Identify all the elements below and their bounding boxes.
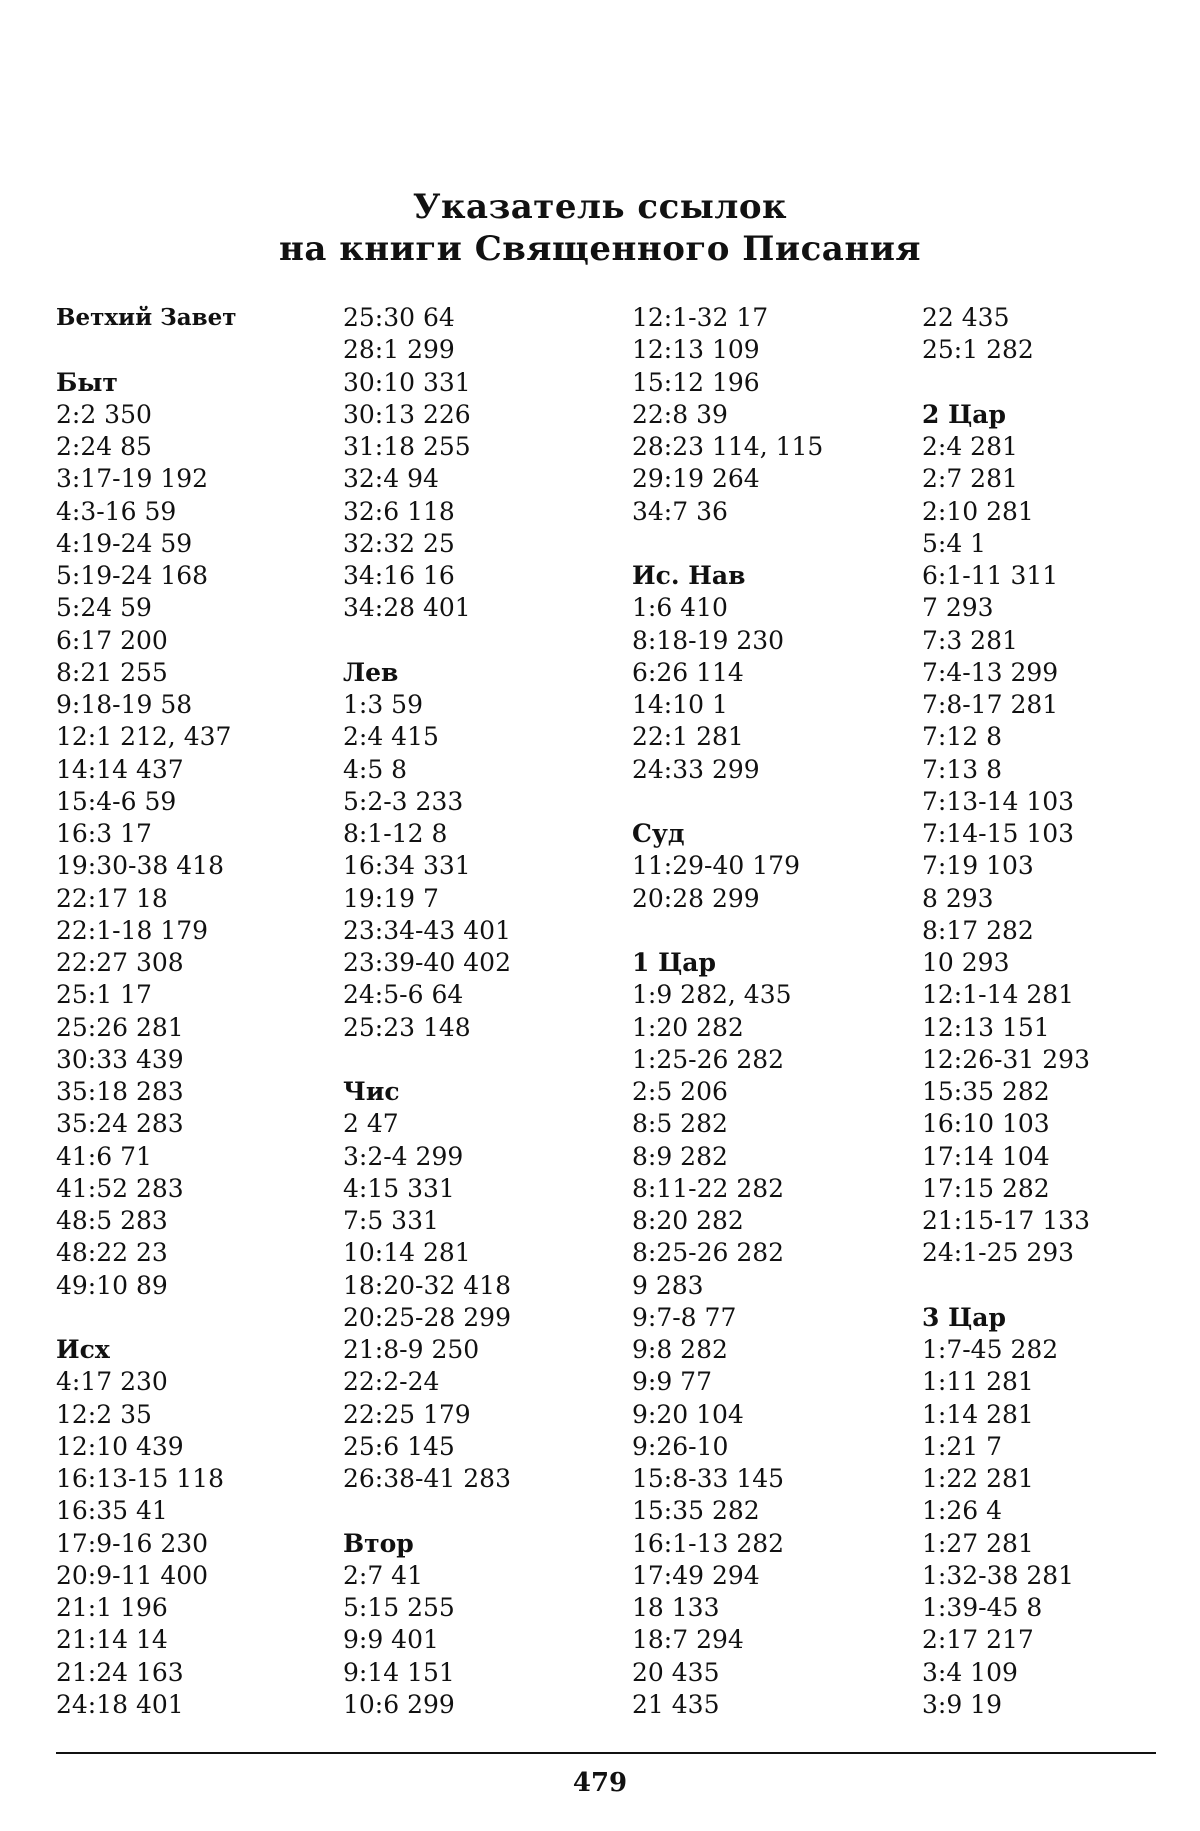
index-entry: 22:1 281 bbox=[632, 722, 744, 752]
index-entry: 9:26-10 bbox=[632, 1431, 729, 1461]
index-entry: 8:1-12 8 bbox=[343, 819, 448, 848]
index-entry: 20:25-28 299 bbox=[343, 1302, 511, 1332]
index-entry: 16:3 17 bbox=[56, 819, 152, 848]
index-entry: 16:35 41 bbox=[56, 1496, 168, 1526]
index-entry: 2:7 41 bbox=[343, 1560, 423, 1590]
index-entry: 7:4-13 299 bbox=[922, 657, 1059, 687]
index-entry: 15:35 282 bbox=[632, 1496, 760, 1526]
index-entry: 7 293 bbox=[922, 593, 994, 623]
index-entry: 34:28 401 bbox=[343, 593, 471, 623]
book-heading: Чис bbox=[343, 1077, 400, 1106]
index-entry: 7:5 331 bbox=[343, 1206, 439, 1235]
page-title-line-1: Указатель ссылок bbox=[412, 187, 788, 227]
index-entry: 17:14 104 bbox=[922, 1141, 1050, 1171]
index-entry: 9:18-19 58 bbox=[56, 690, 193, 719]
spacer bbox=[56, 1302, 346, 1334]
index-entry: 12:1-14 281 bbox=[922, 980, 1075, 1010]
index-entry: 2:24 85 bbox=[56, 432, 152, 461]
index-entry: 12:26-31 293 bbox=[922, 1044, 1090, 1074]
index-entry: 9 283 bbox=[632, 1270, 704, 1300]
index-entry: 4:17 230 bbox=[56, 1367, 168, 1397]
page-title bbox=[0, 186, 1200, 270]
index-entry: 6:1-11 311 bbox=[922, 561, 1059, 590]
spacer bbox=[343, 1495, 633, 1527]
index-entry: 7:13-14 103 bbox=[922, 786, 1075, 816]
index-entry: 25:23 148 bbox=[343, 1012, 471, 1042]
index-column-3 bbox=[632, 302, 922, 1721]
index-entry: 2:4 415 bbox=[343, 722, 439, 752]
index-entry: 7:8-17 281 bbox=[922, 690, 1059, 719]
index-entry: 3:2-4 299 bbox=[343, 1141, 464, 1171]
index-entry: 17:49 294 bbox=[632, 1560, 760, 1590]
book-heading: Ис. Нав bbox=[632, 561, 746, 590]
index-entry: 10:6 299 bbox=[343, 1689, 455, 1719]
index-entry: 12:2 35 bbox=[56, 1399, 152, 1429]
index-entry: 1:14 281 bbox=[922, 1399, 1034, 1429]
index-entry: 3:4 109 bbox=[922, 1657, 1018, 1687]
index-entry: 9:14 151 bbox=[343, 1657, 455, 1687]
index-entry: 1:26 4 bbox=[922, 1496, 1002, 1526]
index-entry: 15:12 196 bbox=[632, 367, 760, 397]
index-entry: 41:6 71 bbox=[56, 1141, 152, 1171]
index-entry: 16:10 103 bbox=[922, 1109, 1050, 1139]
index-entry: 11:29-40 179 bbox=[632, 851, 800, 881]
index-entry: 1:11 281 bbox=[922, 1367, 1034, 1397]
index-entry: 7:12 8 bbox=[922, 722, 1002, 752]
index-entry: 30:13 226 bbox=[343, 399, 471, 429]
index-entry: 17:15 282 bbox=[922, 1173, 1050, 1203]
index-entry: 21:15-17 133 bbox=[922, 1206, 1090, 1235]
index-entry: 10:14 281 bbox=[343, 1238, 471, 1268]
index-entry: 21:8-9 250 bbox=[343, 1335, 480, 1364]
index-entry: 18 133 bbox=[632, 1593, 720, 1622]
index-entry: 22:1-18 179 bbox=[56, 915, 209, 945]
index-entry: 1:7-45 282 bbox=[922, 1335, 1059, 1364]
index-entry: 15:8-33 145 bbox=[632, 1464, 785, 1493]
index-entry: 21 435 bbox=[632, 1689, 720, 1719]
index-entry: 24:18 401 bbox=[56, 1689, 184, 1719]
section-heading: Ветхий Завет bbox=[56, 304, 237, 331]
index-entry: 3:17-19 192 bbox=[56, 464, 209, 494]
index-entry: 32:32 25 bbox=[343, 528, 455, 558]
index-entry: 21:24 163 bbox=[56, 1657, 184, 1687]
index-entry: 21:1 196 bbox=[56, 1593, 168, 1622]
index-entry: 24:5-6 64 bbox=[343, 980, 464, 1010]
book-heading: Суд bbox=[632, 819, 685, 848]
index-entry: 8 293 bbox=[922, 883, 994, 913]
index-entry: 2:5 206 bbox=[632, 1077, 728, 1106]
index-entry: 1:9 282, 435 bbox=[632, 980, 792, 1010]
index-entry: 9:7-8 77 bbox=[632, 1302, 737, 1332]
index-entry: 22:27 308 bbox=[56, 948, 184, 977]
index-entry: 20 435 bbox=[632, 1657, 720, 1687]
index-entry: 1:6 410 bbox=[632, 593, 728, 623]
index-entry: 7:13 8 bbox=[922, 754, 1002, 784]
index-entry: 34:7 36 bbox=[632, 496, 728, 526]
spacer bbox=[343, 625, 633, 657]
index-entry: 29:19 264 bbox=[632, 464, 760, 494]
index-entry: 14:10 1 bbox=[632, 690, 728, 719]
index-entry: 22:25 179 bbox=[343, 1399, 471, 1429]
book-heading: Втор bbox=[343, 1528, 414, 1558]
index-entry: 5:4 1 bbox=[922, 528, 987, 558]
spacer bbox=[56, 334, 346, 366]
index-entry: 5:24 59 bbox=[56, 593, 152, 623]
spacer bbox=[632, 528, 922, 560]
index-entry: 22:17 18 bbox=[56, 883, 168, 913]
index-entry: 35:18 283 bbox=[56, 1077, 184, 1106]
index-entry: 2:2 350 bbox=[56, 399, 152, 429]
index-entry: 24:33 299 bbox=[632, 754, 760, 784]
index-entry: 6:26 114 bbox=[632, 657, 744, 687]
index-entry: 16:1-13 282 bbox=[632, 1528, 785, 1558]
index-entry: 4:15 331 bbox=[343, 1173, 455, 1203]
index-entry: 5:2-3 233 bbox=[343, 786, 464, 816]
index-entry: 14:14 437 bbox=[56, 754, 184, 784]
index-entry: 26:38-41 283 bbox=[343, 1464, 511, 1493]
book-heading: Исх bbox=[56, 1335, 110, 1364]
index-entry: 20:28 299 bbox=[632, 883, 760, 913]
index-entry: 3:9 19 bbox=[922, 1689, 1002, 1719]
index-entry: 6:17 200 bbox=[56, 625, 168, 655]
spacer bbox=[632, 786, 922, 818]
index-entry: 8:25-26 282 bbox=[632, 1238, 785, 1268]
index-entry: 12:13 151 bbox=[922, 1012, 1050, 1042]
index-entry: 32:4 94 bbox=[343, 464, 439, 494]
index-entry: 5:19-24 168 bbox=[56, 561, 209, 590]
index-entry: 8:20 282 bbox=[632, 1206, 744, 1235]
index-entry: 7:14-15 103 bbox=[922, 819, 1075, 848]
book-heading: 3 Цар bbox=[922, 1302, 1006, 1332]
index-entry: 1:27 281 bbox=[922, 1528, 1034, 1558]
index-entry: 25:6 145 bbox=[343, 1431, 455, 1461]
index-entry: 5:15 255 bbox=[343, 1593, 455, 1622]
index-entry: 8:17 282 bbox=[922, 915, 1034, 945]
index-entry: 8:5 282 bbox=[632, 1109, 728, 1139]
index-entry: 8:18-19 230 bbox=[632, 625, 785, 655]
index-entry: 8:9 282 bbox=[632, 1141, 728, 1171]
book-heading: Лев bbox=[343, 657, 399, 687]
index-entry: 25:30 64 bbox=[343, 303, 455, 332]
index-entry: 1:39-45 8 bbox=[922, 1593, 1043, 1622]
index-entry: 2:7 281 bbox=[922, 464, 1018, 494]
index-entry: 9:9 401 bbox=[343, 1625, 439, 1655]
index-entry: 15:4-6 59 bbox=[56, 786, 177, 816]
index-entry: 1:22 281 bbox=[922, 1464, 1034, 1493]
index-entry: 4:19-24 59 bbox=[56, 528, 193, 558]
index-entry: 30:10 331 bbox=[343, 367, 471, 397]
index-entry: 22 435 bbox=[922, 303, 1010, 332]
index-column-1 bbox=[56, 302, 346, 1721]
page-number: 479 bbox=[572, 1768, 628, 1798]
index-entry: 18:7 294 bbox=[632, 1625, 744, 1655]
index-entry: 8:21 255 bbox=[56, 657, 168, 687]
index-entry: 23:34-43 401 bbox=[343, 915, 511, 945]
index-entry: 23:39-40 402 bbox=[343, 948, 511, 977]
spacer bbox=[922, 367, 1200, 399]
index-entry: 12:1-32 17 bbox=[632, 303, 769, 332]
index-entry: 20:9-11 400 bbox=[56, 1560, 209, 1590]
index-entry: 2 47 bbox=[343, 1109, 399, 1139]
index-entry: 48:5 283 bbox=[56, 1206, 168, 1235]
index-entry: 41:52 283 bbox=[56, 1173, 184, 1203]
index-entry: 9:20 104 bbox=[632, 1399, 744, 1429]
index-entry: 35:24 283 bbox=[56, 1109, 184, 1139]
index-entry: 16:34 331 bbox=[343, 851, 471, 881]
index-entry: 1:25-26 282 bbox=[632, 1044, 785, 1074]
index-entry: 2:4 281 bbox=[922, 432, 1018, 461]
footer-rule bbox=[56, 1752, 1156, 1754]
index-entry: 34:16 16 bbox=[343, 561, 455, 590]
index-entry: 10 293 bbox=[922, 948, 1010, 977]
index-entry: 48:22 23 bbox=[56, 1238, 168, 1268]
index-entry: 4:3-16 59 bbox=[56, 496, 177, 526]
index-entry: 21:14 14 bbox=[56, 1625, 168, 1655]
index-entry: 24:1-25 293 bbox=[922, 1238, 1075, 1268]
index-entry: 9:8 282 bbox=[632, 1335, 728, 1364]
index-entry: 22:8 39 bbox=[632, 399, 728, 429]
index-entry: 7:19 103 bbox=[922, 851, 1034, 881]
index-entry: 8:11-22 282 bbox=[632, 1173, 785, 1203]
index-entry: 1:21 7 bbox=[922, 1431, 1002, 1461]
spacer bbox=[343, 1044, 633, 1076]
index-entry: 16:13-15 118 bbox=[56, 1464, 224, 1493]
index-entry: 22:2-24 bbox=[343, 1367, 440, 1397]
index-entry: 28:1 299 bbox=[343, 335, 455, 365]
index-entry: 1:3 59 bbox=[343, 690, 423, 719]
index-column-4 bbox=[922, 302, 1200, 1721]
index-entry: 17:9-16 230 bbox=[56, 1528, 209, 1558]
index-entry: 28:23 114, 115 bbox=[632, 432, 824, 461]
index-entry: 19:30-38 418 bbox=[56, 851, 224, 881]
index-entry: 1:32-38 281 bbox=[922, 1560, 1075, 1590]
index-entry: 12:10 439 bbox=[56, 1431, 184, 1461]
book-heading: 1 Цар bbox=[632, 948, 716, 977]
index-entry: 32:6 118 bbox=[343, 496, 455, 526]
index-entry: 30:33 439 bbox=[56, 1044, 184, 1074]
spacer bbox=[632, 915, 922, 947]
index-entry: 2:17 217 bbox=[922, 1625, 1034, 1655]
index-entry: 25:26 281 bbox=[56, 1012, 184, 1042]
index-entry: 19:19 7 bbox=[343, 883, 439, 913]
index-entry: 7:3 281 bbox=[922, 625, 1018, 655]
book-heading: 2 Цар bbox=[922, 399, 1006, 429]
index-entry: 49:10 89 bbox=[56, 1270, 168, 1300]
index-entry: 31:18 255 bbox=[343, 432, 471, 461]
index-entry: 4:5 8 bbox=[343, 754, 408, 784]
index-entry: 1:20 282 bbox=[632, 1012, 744, 1042]
index-entry: 9:9 77 bbox=[632, 1367, 712, 1397]
index-entry: 12:13 109 bbox=[632, 335, 760, 365]
index-entry: 2:10 281 bbox=[922, 496, 1034, 526]
index-entry: 25:1 282 bbox=[922, 335, 1034, 365]
index-entry: 15:35 282 bbox=[922, 1077, 1050, 1106]
index-column-2 bbox=[343, 302, 633, 1721]
index-entry: 18:20-32 418 bbox=[343, 1270, 511, 1300]
index-entry: 12:1 212, 437 bbox=[56, 722, 232, 752]
page-title-line-2: на книги Священного Писания bbox=[278, 229, 922, 269]
index-entry: 25:1 17 bbox=[56, 980, 152, 1010]
book-heading: Быт bbox=[56, 367, 118, 397]
spacer bbox=[922, 1270, 1200, 1302]
